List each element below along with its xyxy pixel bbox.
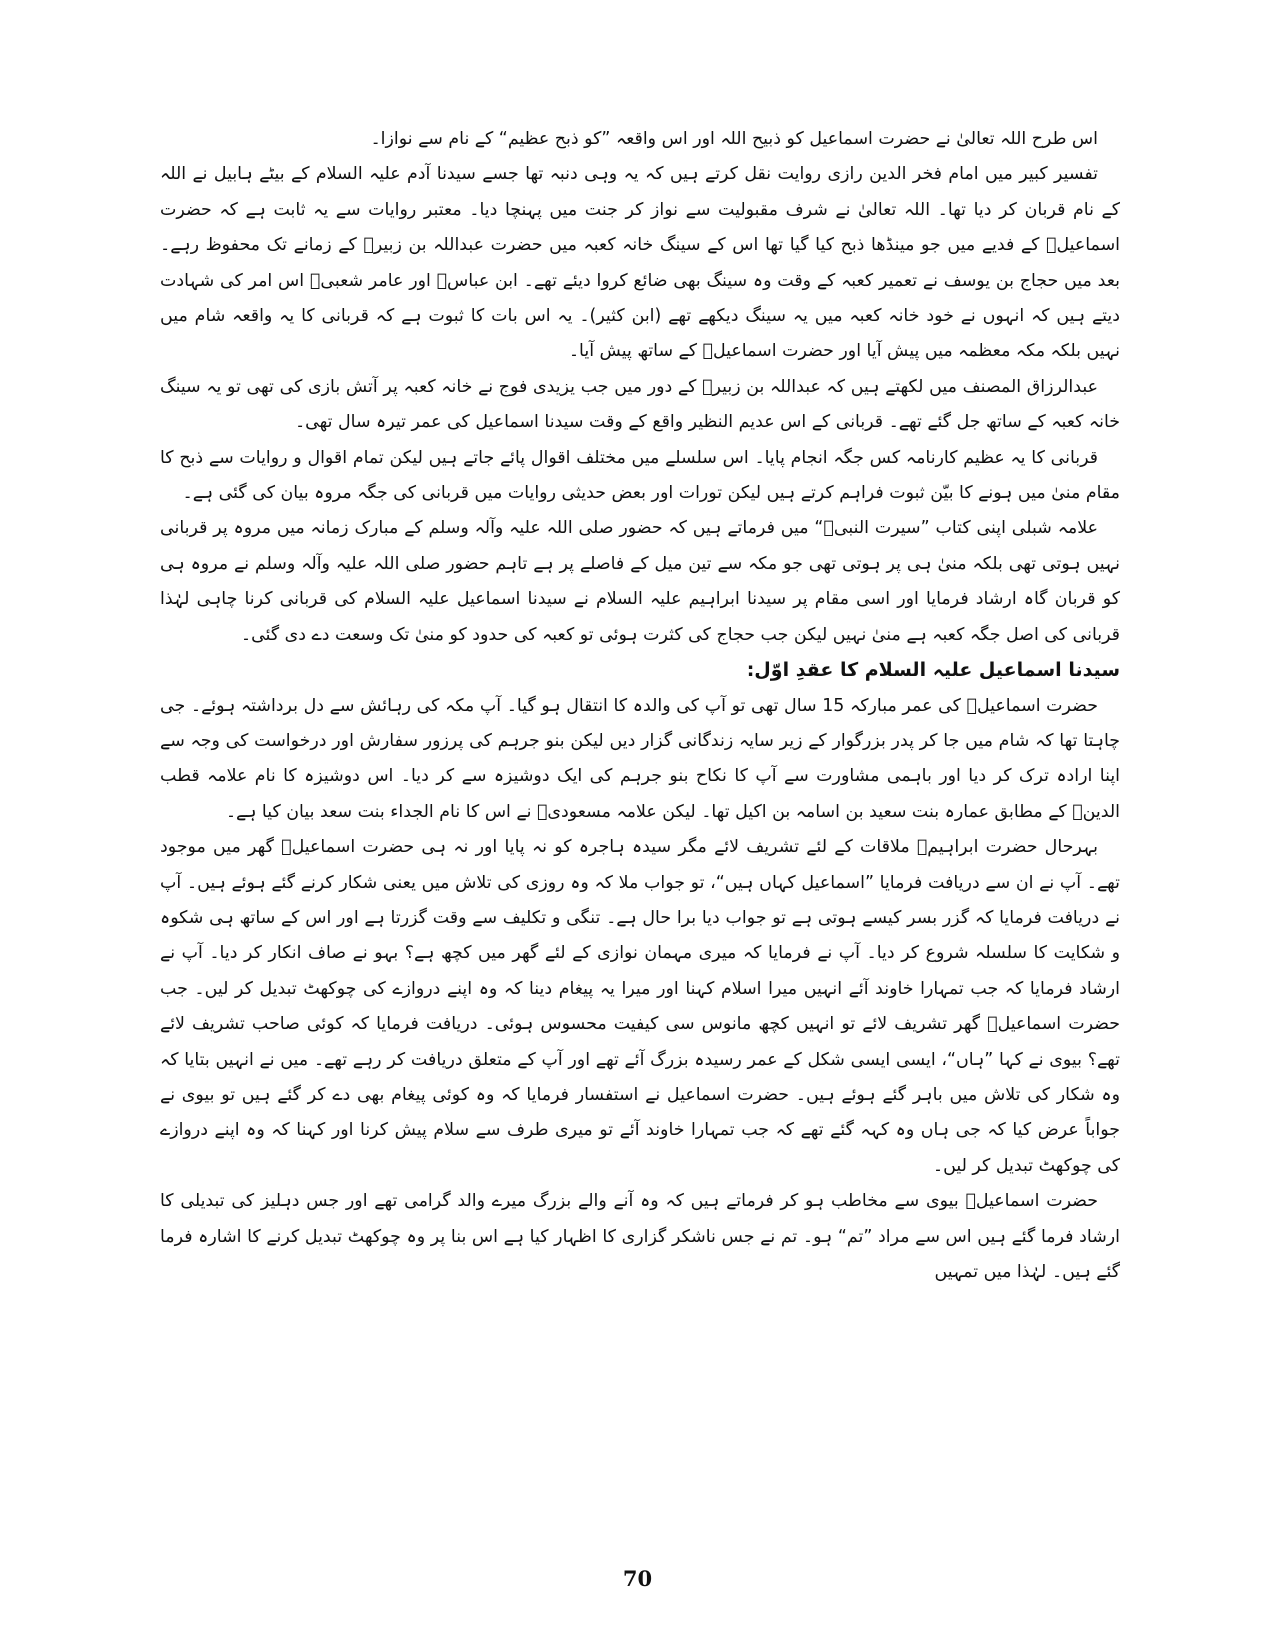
paragraph: قربانی کا یہ عظیم کارنامہ کس جگہ انجام پایا۔ اس سلسلے میں مختلف اقوال پائے جاتے ہیں لیکن تمام اقوال و روایات سے ذبح کا مقام منیٰ میں ہونے کا بیّن ثبوت فراہم کرتے ہیں لیکن تورات اور بعض حدیثی روایات میں قربانی کی جگہ مروہ بیان کی گئی ہے۔: [160, 447, 1120, 504]
paragraph: عبدالرزاق المصنف میں لکھتے ہیں کہ عبداللہ بن زبیرؓ کے دور میں جب یزیدی فوج نے خانہ کعبہ پر آتش بازی کی تھی تو یہ سینگ خانہ کعبہ کے ساتھ جل گئے تھے۔ قربانی کے اس عدیم النظیر واقع کے وقت سیدنا اسماعیل کی عمر تیرہ سال تھی۔: [160, 376, 1120, 433]
page-number: 70: [622, 1566, 653, 1591]
paragraph: حضرت اسماعیلؑ کی عمر مبارکہ 15 سال تھی تو آپ کی والدہ کا انتقال ہو گیا۔ آپ مکہ کی رہائش سے دل برداشتہ ہوئے۔ جی چاہتا تھا کہ شام میں جا کر پدر بزرگوار کے زیر سایہ زندگانی گزار دیں لیکن بنو جرہم کی پرزور سفارش اور درخواست کی وجہ سے اپنا ارادہ ترک کر دیا اور باہمی مشاورت سے آپ کا نکاح بنو جرہم کی ایک دوشیزہ سے کر دیا۔ اس دوشیزہ کا نام علامہ قطب الدینؒ کے مطابق عمارہ بنت سعید بن اسامہ بن اکیل تھا۔ لیکن علامہ مسعودیؒ نے اس کا نام الجداء بنت سعد بیان کیا ہے۔: [160, 695, 1120, 822]
paragraph: حضرت اسماعیلؑ بیوی سے مخاطب ہو کر فرماتے ہیں کہ وہ آنے والے بزرگ میرے والد گرامی تھے اور جس دہلیز کی تبدیلی کا ارشاد فرما گئے ہیں اس سے مراد ”تم“ ہو۔ تم نے جس ناشکر گزاری کا اظہار کیا ہے اس بنا پر وہ چوکھٹ تبدیل کرنے کا اشارہ فرما گئے ہیں۔ لہٰذا میں تمہیں: [160, 1191, 1120, 1282]
paragraph: بہرحال حضرت ابراہیمؑ ملاقات کے لئے تشریف لائے مگر سیدہ ہاجرہ کو نہ پایا اور نہ ہی حضرت اسماعیلؑ گھر میں موجود تھے۔ آپ نے ان سے دریافت فرمایا ”اسماعیل کہاں ہیں“، تو جواب ملا کہ وہ روزی کی تلاش میں یعنی شکار کرنے گئے ہوئے ہیں۔ آپ نے دریافت فرمایا کہ گزر بسر کیسے ہوتی ہے تو جواب دیا برا حال ہے۔ تنگی و تکلیف سے وقت گزرتا ہے اور اس کے ساتھ ہی شکوہ و شکایت کا سلسلہ شروع کر دیا۔ آپ نے فرمایا کہ میری مہمان نوازی کے لئے گھر میں کچھ ہے؟ بہو نے صاف انکار کر دیا۔ آپ نے ارشاد فرمایا کہ جب تمہارا خاوند آئے انہیں میرا اسلام کہنا اور میرا یہ پیغام دینا کہ وہ اپنے دروازے کی چوکھٹ تبدیل کر لیں۔ جب حضرت اسماعیلؑ گھر تشریف لائے تو انہیں کچھ مانوس سی کیفیت محسوس ہوئی۔ دریافت فرمایا کہ کوئی صاحب تشریف لائے تھے؟ بیوی نے کہا ”ہاں“، ایسی ایسی شکل کے عمر رسیدہ بزرگ آئے تھے اور آپ کے متعلق دریافت کر رہے تھے۔ میں نے انہیں بتایا کہ وہ شکار کی تلاش میں باہر گئے ہوئے ہیں۔ حضرت اسماعیل نے استفسار فرمایا کہ وہ کوئی پیغام بھی دے کر گئے ہیں تو بیوی نے جواباً عرض کیا کہ جی ہاں وہ کہہ گئے تھے کہ جب تمہارا خاوند آئے تو میری طرف سے سلام پیش کرنا اور کہنا کہ وہ اپنے دروازے کی چوکھٹ تبدیل کر لیں۔: [160, 837, 1120, 1176]
body-text: [160, 122, 1120, 1542]
section-heading: سیدنا اسماعیل علیہ السلام کا عقدِ اوّل:: [746, 659, 1120, 682]
paragraph: تفسیر کبیر میں امام فخر الدین رازی روایت نقل کرتے ہیں کہ یہ وہی دنبہ تھا جسے سیدنا آدم علیہ السلام کے بیٹے ہابیل نے اللہ کے نام قربان کر دیا تھا۔ اللہ تعالیٰ نے شرف مقبولیت سے نواز کر جنت میں پہنچا دیا۔ معتبر روایات سے یہ ثابت ہے کہ حضرت اسماعیلؑ کے فدیے میں جو مینڈھا ذبح کیا گیا تھا اس کے سینگ خانہ کعبہ میں حضرت عبداللہ بن زبیرؓ کے زمانے تک محفوظ رہے۔ بعد میں حجاج بن یوسف نے تعمیر کعبہ کے وقت وہ سینگ بھی ضائع کروا دیئے تھے۔ ابن عباسؓ اور عامر شعبیؒ اس امر کی شہادت دیتے ہیں کہ انہوں نے خود خانہ کعبہ میں یہ سینگ دیکھے تھے (ابن کثیر)۔ یہ اس بات کا ثبوت ہے کہ قربانی کا یہ واقعہ شام میں نہیں بلکہ مکہ معظمہ میں پیش آیا اور حضرت اسماعیلؑ کے ساتھ پیش آیا۔: [160, 164, 1120, 362]
paragraph: علامہ شبلی اپنی کتاب ”سیرت النبیؐ“ میں فرماتے ہیں کہ حضور صلی اللہ علیہ وآلہ وسلم کے مبارک زمانہ میں مروہ پر قربانی نہیں ہوتی تھی بلکہ منیٰ ہی پر ہوتی تھی جو مکہ سے تین میل کے فاصلے پر ہے تاہم حضور صلی اللہ علیہ وآلہ وسلم نے مروہ ہی کو قربان گاہ ارشاد فرمایا اور اسی مقام پر سیدنا ابراہیم علیہ السلام نے سیدنا اسماعیل علیہ السلام کی قربانی کرنا چاہی لہٰذا قربانی کی اصل جگہ کعبہ ہے منیٰ نہیں لیکن جب حجاج کی کثرت ہوئی تو کعبہ کی حدود کو منیٰ تک وسعت دے دی گئی۔: [160, 518, 1120, 645]
paragraph: اس طرح اللہ تعالیٰ نے حضرت اسماعیل کو ذبیح اللہ اور اس واقعہ ”کو ذبح عظیم“ کے نام سے نوازا۔: [370, 129, 1098, 149]
